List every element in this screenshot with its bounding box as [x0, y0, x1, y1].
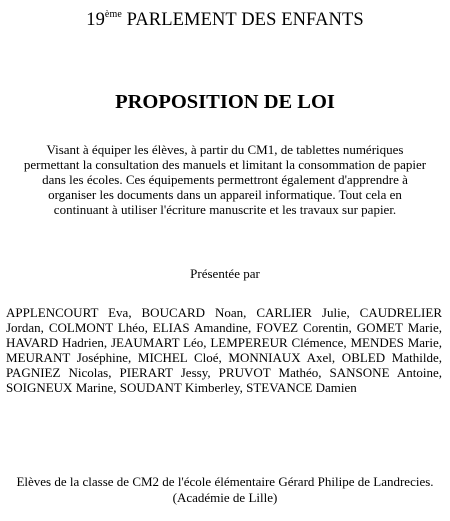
parliament-header [0, 9, 450, 34]
parliament-name: PARLEMENT DES ENFANTS [126, 10, 364, 30]
author-names: APPLENCOURT Eva, BOUCARD Noan, CARLIER Julie, CAUDRELIER Jordan, COLMONT Lhéo, ELIAS Amandine, FOVEZ Corentin, GOMET Marie, HAVARD Hadrien, JEAUMART Léo, LEMPEREUR Clémence, MENDES Marie, MEURANT Joséphine, MICHEL Cloé, MONNIAUX Axel, OBLED Mathilde, PAGNIEZ Nicolas, PIERART Jessy, PRUVOT Mathéo, SANSONE Antoine, SOIGNEUX Marine, SOUDANT Kimberley, STEVANCE Damien [6, 305, 442, 395]
academy-name: (Académie de Lille) [172, 490, 278, 505]
class-description: Elèves de la classe de CM2 de l'école élémentaire Gérard Philipe de Landrecies. [16, 474, 434, 489]
bill-abstract: Visant à équiper les élèves, à partir du CM1, de tablettes numériques permettant la consultation des manuels et limitant la consommation de papier dans les écoles. Ces équipements permettront également d'apprendre à organiser les documents dans un appareil informatique. Tout cela en continuant à utiliser l'écriture manuscrite et les travaux sur papier. [23, 142, 427, 217]
presented-by-label: Présentée par [190, 266, 260, 281]
document-title: PROPOSITION DE LOI [115, 91, 335, 113]
edition-number: 19 [86, 10, 105, 30]
edition-superscript: ème [104, 9, 122, 20]
class-footer [0, 474, 450, 506]
